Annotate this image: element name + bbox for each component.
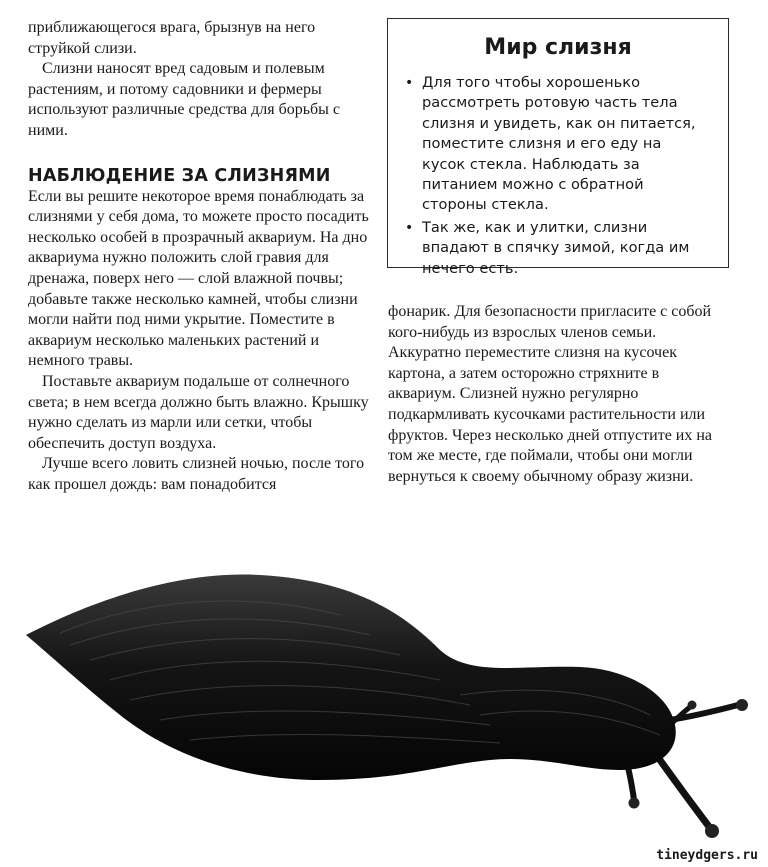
list-item: • Для того чтобы хорошенько рассмотреть ротовую часть тела слизня и увидеть, как он питается, поместите слизня и его еду на кусок стекла. Наблюдать за питанием можно с обратной стороны стекла. [405,74,696,214]
paragraph: Если вы решите некоторое время понаблюдать за слизнями у себя дома, то можете просто посадить несколько особей в прозрачный аквариум. На дно аквариума нужно положить слой гравия для дренажа, поверх него — слой влажной почвы; добавьте также несколько камней, чтобы слизни могли найти под ними укрытие. Поместите в аквариум несколько маленьких растений и немного травы. [28,187,369,370]
slug-illustration [20,555,760,855]
paragraph: Поставьте аквариум подальше от солнечного света; в нем всегда должно быть влажно. Крышку нужно сделать из марли или сетки, чтобы обеспечить доступ воздуха. [28,372,369,452]
bullet-icon: • [405,219,414,236]
list-item: • Так же, как и улитки, слизни впадают в спячку зимой, когда им нечего есть. [405,218,690,277]
section-heading: НАБЛЮДЕНИЕ ЗА СЛИЗНЯМИ [28,165,331,186]
right-text-column [388,302,728,487]
watermark: tineydgers.ru [656,848,758,863]
paragraph: Лучше всего ловить слизней ночью, после того как прошел дождь: вам понадобится [28,455,365,493]
sidebar-list [405,73,708,279]
paragraph: фонарик. Для безопасности пригласите с собой кого-нибудь из взрослых членов семьи. Аккуратно переместите слизня на кусочек картона, а затем осторожно стряхните в аквариум. Слизней нужно регулярно подкармливать кусочками растительности или фруктов. Через несколько дней отпустите их на том же месте, где поймали, чтобы они могли вернуться к своему обычному образу жизни. [388,303,713,485]
sidebar-box [387,18,729,277]
left-text-column [28,18,378,495]
paragraph: Слизни наносят вред садовым и полевым растениям, и потому садовники и фермеры используют различные средства для борьбы с ними. [28,60,341,139]
sidebar-title: Мир слизня [484,35,632,60]
bullet-icon: • [405,75,414,91]
paragraph: приближающегося врага, брызнув на него струйкой слизи. [28,19,316,57]
